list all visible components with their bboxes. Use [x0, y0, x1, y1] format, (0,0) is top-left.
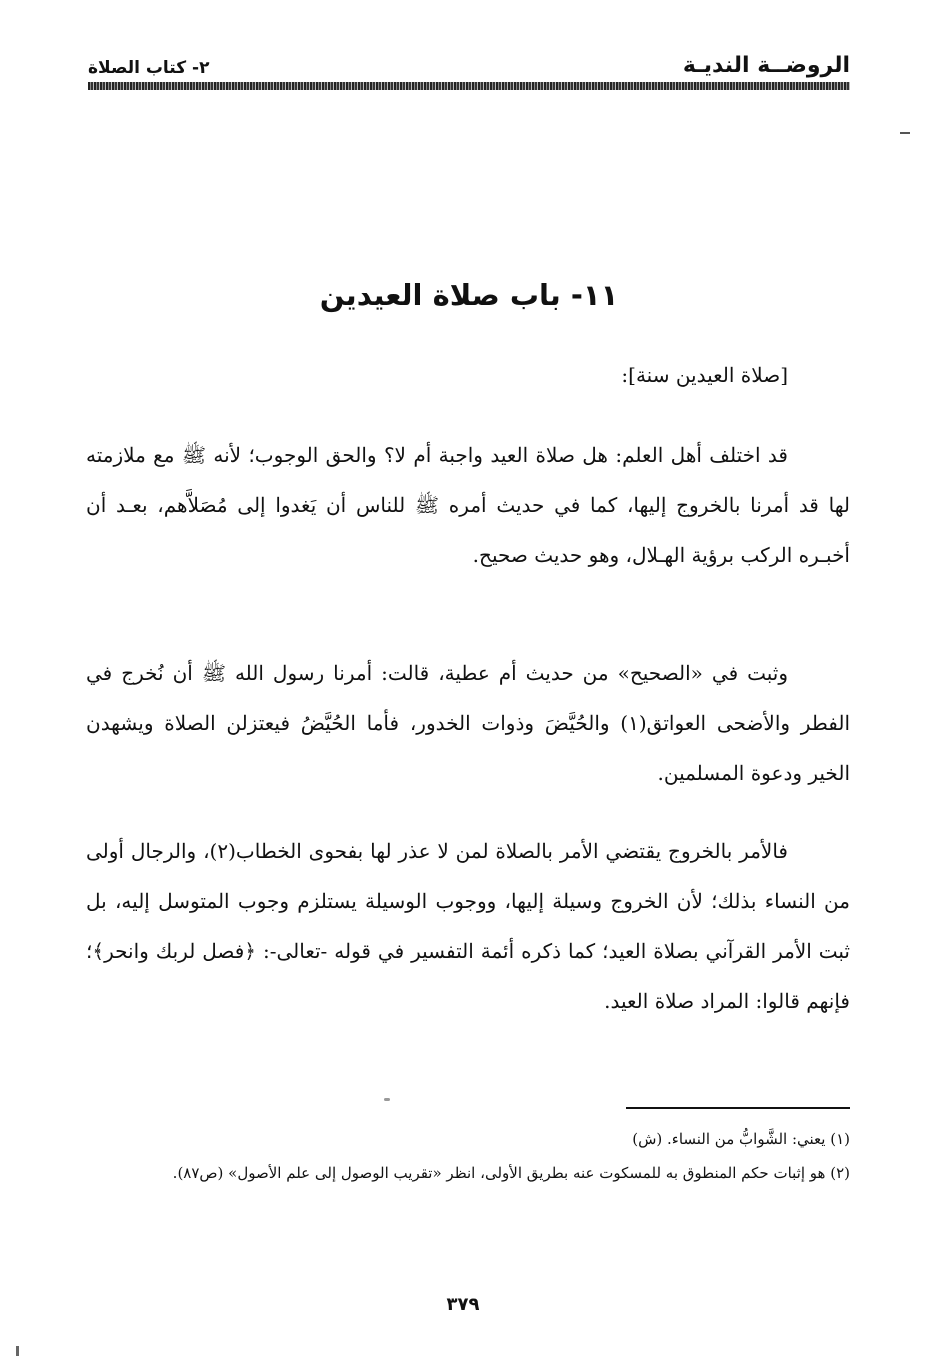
paragraph-3-text: فالأمر بالخروج يقتضي الأمر بالصلاة لمن لا عذر لها بفحوى الخطاب(٢)، والرجال أولى من النساء بذلك؛ لأن الخروج وسيلة إليها، ووجوب الوسيلة يستلزم وجوب المتوسل إليه، بل ثبت الأمر القرآني بصلاة العيد؛ كما ذكره أئمة التفسير في قوله -تعالى-: ﴿فصل لربك وانحر﴾؛ فإنهم قالوا: المراد صلاة العيد.: [86, 839, 850, 1013]
footnote-rule: [626, 1107, 850, 1109]
section-heading: ١١- باب صلاة العيدين: [319, 278, 619, 312]
edge-mark: [16, 1346, 19, 1356]
sub-heading-text: [صلاة العيدين سنة]:: [621, 363, 788, 387]
print-speck: [384, 1098, 390, 1101]
paragraph-2: [86, 648, 850, 798]
footnotes: [86, 1122, 850, 1190]
book-title: الروضــة النديـة: [682, 53, 850, 78]
sub-heading: [86, 350, 850, 400]
header-rule: [88, 82, 850, 90]
running-header: [88, 44, 850, 78]
paragraph-3: [86, 826, 850, 1026]
footnote-2: (٢) هو إثبات حكم المنطوق به للمسكوت عنه بطريق الأولى، انظر «تقريب الوصول إلى علم الأصول» (ص٨٧).: [172, 1164, 850, 1182]
margin-mark: [900, 132, 910, 134]
page-number: ٣٧٩: [446, 1294, 480, 1315]
chapter-title: ٢- كتاب الصلاة: [88, 58, 210, 78]
paragraph-1: [86, 430, 850, 580]
paragraph-2-text: وثبت في «الصحيح» من حديث أم عطية، قالت: أمرنا رسول الله ﷺ أن نُخرج في الفطر والأضحى العواتق(١) والحُيَّضَ وذوات الخدور، فأما الحُيَّضُ فيعتزلن الصلاة ويشهدن الخير ودعوة المسلمين.: [86, 661, 850, 785]
paragraph-1-text: قد اختلف أهل العلم: هل صلاة العيد واجبة أم لا؟ والحق الوجوب؛ لأنه ﷺ مع ملازمته لها قد أمرنا بالخروج إليها، كما في حديث أمره ﷺ للناس أن يَغدوا إلى مُصَلاَّهم، بعـد أن أخبـره الركب برؤية الهـلال، وهو حديث صحيح.: [86, 443, 850, 567]
footnote-1: (١) يعني: الشَّوابُّ من النساء. (ش): [632, 1130, 850, 1148]
